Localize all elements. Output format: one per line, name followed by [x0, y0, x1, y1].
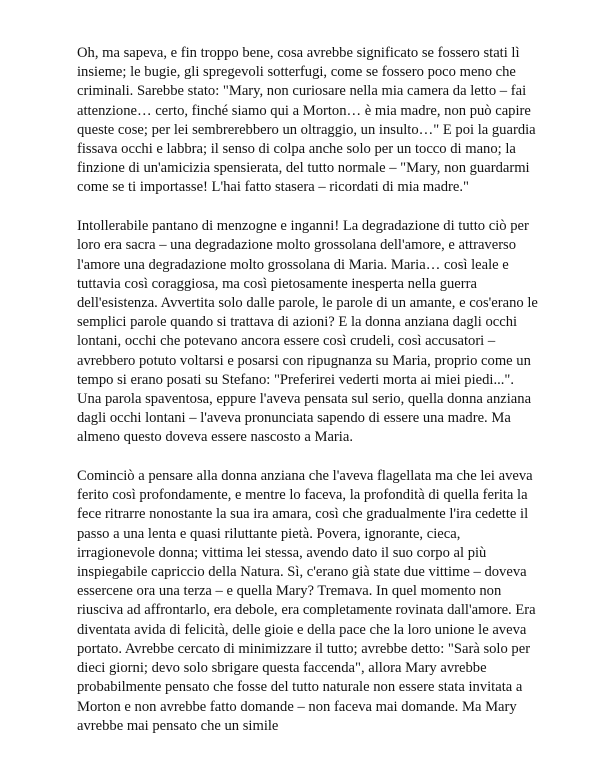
paragraph-3: Cominciò a pensare alla donna anziana che l'aveva flagellata ma che lei aveva ferito così profondamente, e mentre lo faceva, la profondità di quella ferita la fece ritrarre nonostante la sua ira amara, così che gradualmente l'ira cedette il passo a una lenta e quasi riluttante pietà. Povera, ignorante, cieca, irragionevole donna; vittima lei stessa, avendo dato il suo corpo al più inspiegabile capriccio della Natura. Sì, c'erano già state due vittime – doveva essercene ora una terza – e quella Mary? Tremava. In quel momento non riusciva ad affrontarlo, era debole, era completamente rovinata dall'amore. Era diventata avida di felicità, delle gioie e della pace che la loro unione le aveva portato. Avrebbe cercato di minimizzare il tutto; avrebbe detto: "Sarà solo per dieci giorni; devo solo sbrigare questa faccenda", allora Mary avrebbe probabilmente pensato che fosse del tutto naturale non essere stata invitata a Morton e non avrebbe fatto domande – non faceva mai domande. Ma Mary avrebbe mai pensato che un simile	[77, 468, 536, 734]
paragraph-2: Intollerabile pantano di menzogne e inganni! La degradazione di tutto ciò per loro era sacra – una degradazione molto grossolana dell'amore, e attraverso l'amore una degradazione molto grossolana di Maria. Maria… così leale e tuttavia così coraggiosa, ma così pietosamente inesperta nella guerra dell'esistenza. Avvertita solo dalle parole, le parole di un amante, e cos'erano le semplici parole quando si trattava di azioni? E la donna anziana dagli occhi lontani, occhi che potevano ancora essere così crudeli, così accusatori – avrebbero potuto voltarsi e posarsi con ripugnanza su Maria, proprio come un tempo si erano posati su Stefano: "Preferirei vederti morta ai miei piedi...". Una parola spaventosa, eppure l'aveva pensata sul serio, quella donna anziana dagli occhi lontani – l'aveva pronunciata sapendo di essere una madre. Ma almeno questo doveva essere nascosto a Maria.	[77, 218, 538, 446]
paragraph-1: Oh, ma sapeva, e fin troppo bene, cosa avrebbe significato se fossero stati lì insieme; le bugie, gli spregevoli sotterfugi, come se fossero poco meno che criminali. Sarebbe stato: "Mary, non curiosare nella mia camera da letto – fai attenzione… certo, finché siamo qui a Morton… è mia madre, non può capire queste cose; per lei sembrerebbero un oltraggio, un insulto…" E poi la guardia fissava occhi e labbra; il senso di colpa anche solo per un tocco di mano; la finzione di un'amicizia spensierata, del tutto normale – "Mary, non guardarmi come se ti importasse! L'hai fatto stasera – ricordati di mia madre."	[77, 45, 536, 196]
body-text	[77, 44, 539, 755]
